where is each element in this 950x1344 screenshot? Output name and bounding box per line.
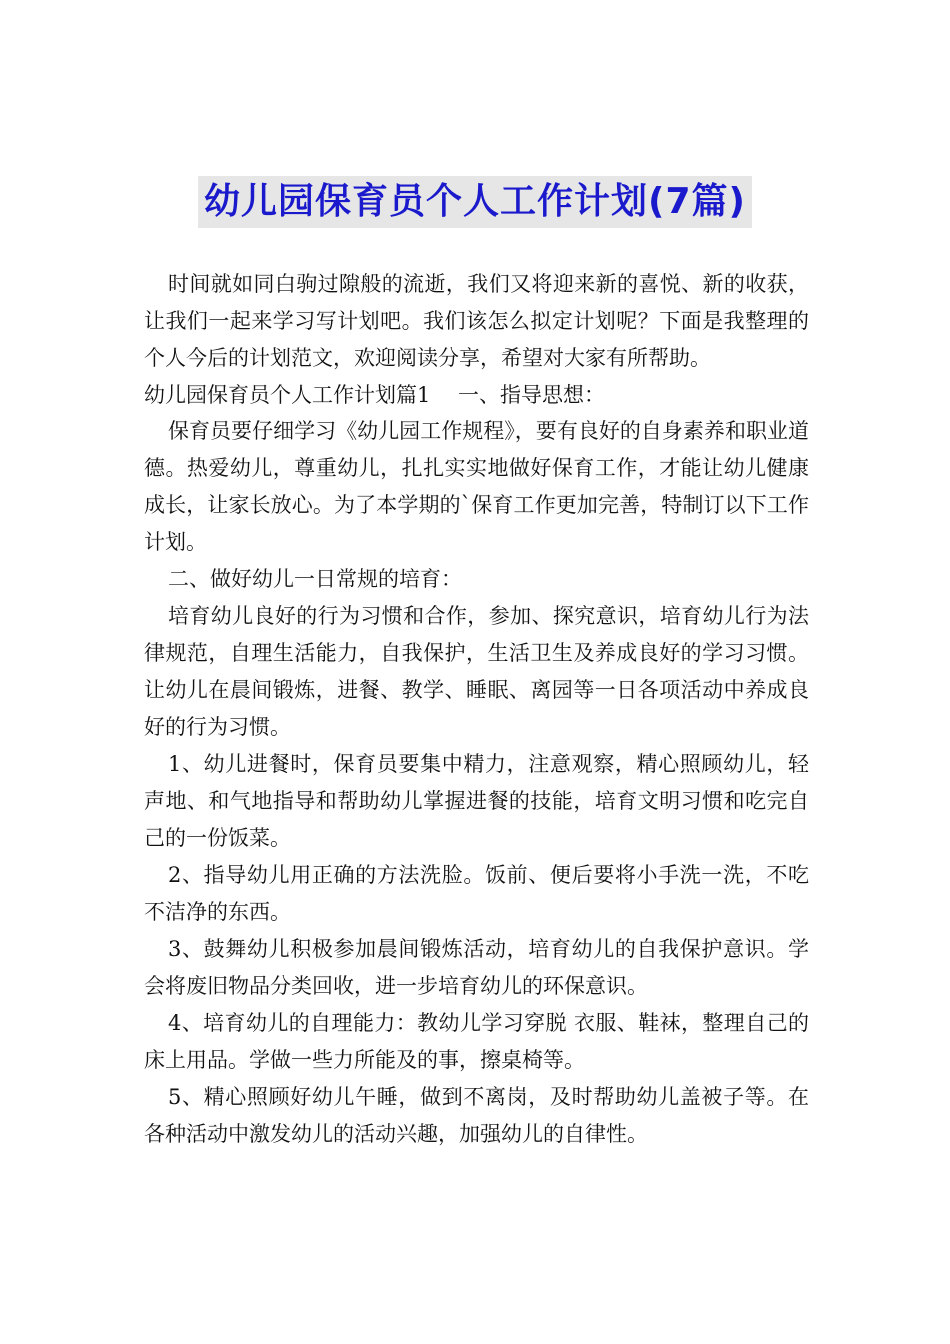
list-item-2: 2、指导幼儿用正确的方法洗脸。饭前、便后要将小手洗一洗，不吃不洁净的东西。 [144, 863, 809, 924]
list-item-3: 3、鼓舞幼儿积极参加晨间锻炼活动，培育幼儿的自我保护意识。学会将废旧物品分类回收，进一步培育幼儿的环保意识。 [144, 937, 809, 998]
title-container [0, 176, 950, 228]
intro-paragraph: 时间就如同白驹过隙般的流逝，我们又将迎来新的喜悦、新的收获，让我们一起来学习写计划吧。我们该怎么拟定计划呢？下面是我整理的个人今后的计划范文，欢迎阅读分享，希望对大家有所帮助。 [144, 272, 809, 370]
list-item-5: 5、精心照顾好幼儿午睡，做到不离岗，及时帮助幼儿盖被子等。在各种活动中激发幼儿的活动兴趣，加强幼儿的自律性。 [144, 1085, 809, 1146]
document-title: 幼儿园保育员个人工作计划(7篇) [198, 176, 752, 228]
list-item-4: 4、培育幼儿的自理能力：教幼儿学习穿脱 衣服、鞋袜，整理自己的床上用品。学做一些力所能及的事，擦桌椅等。 [144, 1011, 809, 1072]
guiding-paragraph: 保育员要仔细学习《幼儿园工作规程》，要有良好的自身素养和职业道德。热爱幼儿，尊重幼儿，扎扎实实地做好保育工作，才能让幼儿健康成长，让家长放心。为了本学期的`保育工作更加完善，特制订以下工作计划。 [144, 419, 809, 554]
document-body [144, 266, 809, 1153]
list-item-1: 1、幼儿进餐时，保育员要集中精力，注意观察，精心照顾幼儿，轻声地、和气地指导和帮助幼儿掌握进餐的技能，培育文明习惯和吃完自己的一份饭菜。 [144, 752, 809, 850]
subheading: 二、做好幼儿一日常规的培育： [168, 567, 462, 591]
cultivation-paragraph: 培育幼儿良好的行为习惯和合作，参加、探究意识，培育幼儿行为法律规范，自理生活能力，自我保护，生活卫生及养成良好的学习习惯。让幼儿在晨间锻炼，进餐、教学、睡眠、离园等一日各项活动中养成良好的行为习惯。 [144, 604, 809, 739]
section-heading: 幼儿园保育员个人工作计划篇1 一、指导思想： [144, 383, 606, 407]
